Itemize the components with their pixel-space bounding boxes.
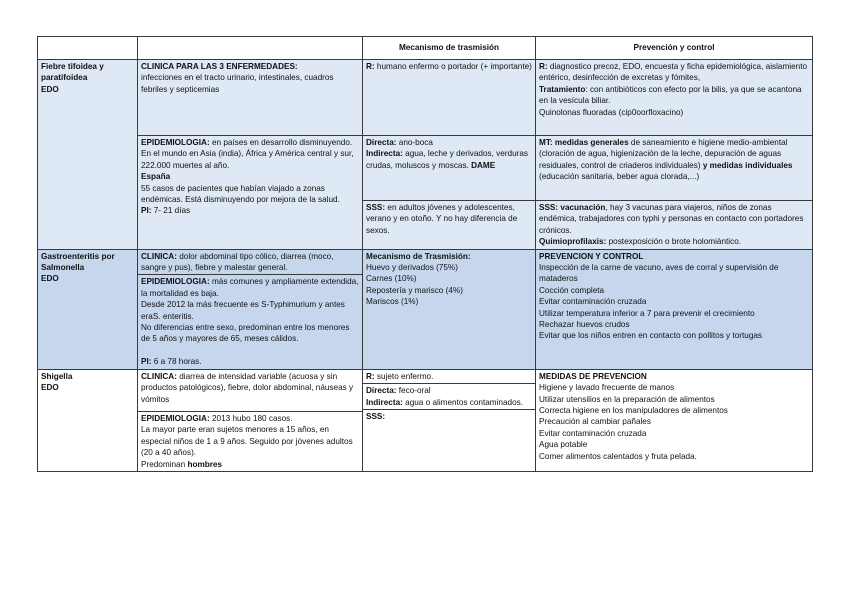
disease-name-typhoid: Fiebre tifoidea y paratifoidea EDO: [38, 60, 138, 250]
header-prevention: Prevención y control: [536, 37, 813, 60]
direct-text: feco-oral: [396, 386, 431, 396]
transmission-direct-typhoid: [363, 136, 536, 201]
spain-label: España: [141, 172, 171, 182]
direct-label: Directa:: [366, 138, 397, 147]
quinolones-text: Quinolonas fluoradas (cip0oorfloxacino): [539, 107, 684, 117]
r-label: R:: [366, 62, 375, 71]
prevention-text: Higiene y lavado frecuente de manos Utilizar utensilios en la preparación de alimentos Correcta higiene en los manipuladores de alimentos Precaución al cambiar pañales Evitar contaminación cruzada Agua potable Comer alimentos calentados y fruta pelada.: [539, 383, 728, 461]
treatment-text: : con antibióticos con efecto por la bilis, ya que se acantona en la vesícula biliar.: [539, 84, 802, 106]
pi-label: PI:: [141, 206, 152, 216]
prevention-label: MEDIDAS DE PREVENCION: [539, 371, 647, 381]
clinica-cell-typhoid: [138, 60, 363, 136]
prevention-mt-typhoid: [536, 136, 813, 201]
prevention-sss-typhoid: [536, 201, 813, 250]
transmission-direct-shigella: [363, 383, 535, 408]
clinica-label: CLINICA PARA LAS 3 ENFERMEDADES:: [141, 62, 298, 71]
r-label: R:: [366, 371, 375, 381]
clinica-cell-shigella: [138, 369, 363, 471]
men-text: hombres: [187, 459, 223, 469]
row-salmonella: [38, 249, 813, 369]
sss-label: SSS:: [366, 411, 386, 421]
pi-text: 6 a 78 horas.: [151, 357, 202, 367]
indirect-text: agua o alimentos contaminados.: [402, 397, 524, 407]
pi-text: 7- 21 días: [151, 206, 191, 216]
prev-r-text: diagnostico precoz, EDO, encuesta y ficha epidemiológica, aislamiento entérico, desinfección de excretas y fómites,: [539, 62, 808, 83]
epi-cell-typhoid: [138, 136, 363, 250]
infectious-diseases-table: [37, 36, 813, 472]
prevention-r-typhoid: [536, 60, 813, 136]
epi-text: 2013 hubo 180 casos. La mayor parte eran sujetos menores a 15 años, en especial niños de 1 a 9 años. Seguido por jóvenes adultos (20 a 40 años). Predominan: [141, 413, 353, 469]
row-typhoid: [38, 60, 813, 136]
epi-label: EPIDEMIOLOGIA:: [141, 277, 210, 287]
transmission-label: Mecanismo de Trasmisión:: [366, 251, 471, 261]
r-text: humano enfermo o portador (+ importante): [374, 62, 532, 71]
epi-text: en países en desarrollo disminuyendo. En el mundo en Asia (india), África y América central y sur, 222.000 muertes al año.: [141, 138, 354, 170]
clinica-cell-salmonella: [138, 249, 363, 369]
epi-text: más comunes y ampliamente extendida, la mortalidad es baja. Desde 2012 la más frecuente es S-Typhimurium y antes eraS. enteritis. No diferencias entre sexo, predominan entre los menores de 5 años y mayores de 65, meses cálidos.: [141, 277, 359, 344]
clinica-text: diarrea de intensidad variable (acuosa y sin productos patológicos), fiebre, dolor abdominal, náuseas y vómitos: [141, 371, 354, 404]
prevention-text: Inspección de la carne de vacuno, aves de corral y supervisión de mataderos Cocción completa Evitar contaminación cruzada Utilizar temperatura inferior a 7 para prevenir el crecimiento Rechazar huevos crudos Evitar que los niños entren en contacto con pollitos y tortugas: [539, 263, 779, 341]
epi-label: EPIDEMIOLOGIA:: [141, 413, 210, 423]
pi-label: PI:: [141, 357, 152, 367]
header-cell-1: [38, 37, 138, 60]
prevention-shigella: [536, 369, 813, 471]
indirect-label: Indirecta:: [366, 397, 403, 407]
chemoprophylaxis-text: postexposición o brote holomiántico.: [606, 237, 742, 247]
clinica-text: dolor abdominal tipo cólico, diarrea (moco, sangre y pus), fiebre y malestar general.: [141, 251, 334, 273]
chemoprophylaxis-label: Quimioprofilaxis:: [539, 237, 607, 247]
clinica-label: CLINICA:: [141, 371, 177, 381]
r-text: sujeto enfermo.: [374, 371, 434, 381]
direct-label: Directa:: [366, 386, 397, 396]
transmission-sss-shigella: [363, 409, 535, 422]
header-row: [38, 37, 813, 60]
individual-measures: y medidas individuales: [702, 160, 793, 170]
disease-name-shigella: Shigella EDO: [38, 369, 138, 471]
transmission-sss-typhoid: [363, 201, 536, 250]
transmission-text: Huevo y derivados (75%) Carnes (10%) Repostería y marisco (4%) Mariscos (1%): [366, 263, 463, 307]
treatment-label: Tratamiento: [539, 84, 586, 94]
epi-label: EPIDEMIOLOGIA:: [141, 138, 210, 147]
vaccination-text: , hay 3 vacunas para viajeros, niños de zonas endémica, trabajadores con typhi y personas en contacto con portadores crónicos.: [539, 203, 804, 235]
prev-r-label: R:: [539, 62, 548, 71]
indirect-label: Indirecta:: [366, 149, 403, 159]
transmission-salmonella: [363, 249, 536, 369]
sss-text: en adultos jóvenes y adolescentes, verano y en otoño. Y no hay diferencia de sexos.: [366, 203, 518, 235]
mt-label: MT:: [539, 138, 553, 147]
general-measures: medidas generales: [552, 138, 629, 147]
direct-text: ano-boca: [396, 138, 433, 147]
vaccination-label: SSS: vacunación: [539, 203, 606, 212]
row-shigella: [38, 369, 813, 471]
transmission-r-typhoid: [363, 60, 536, 136]
header-transmission: Mecanismo de trasmisión: [363, 37, 536, 60]
disease-name-salmonella: Gastroenteritis por Salmonella EDO: [38, 249, 138, 369]
mt-text: de saneamiento e higiene medio-ambiental (cloración de agua, higienización de la leche, depuración de aguas residuales, control de criaderos individuales): [539, 138, 788, 170]
indirect-text: agua, leche y derivados, verduras crudas, moluscos y moscas.: [366, 149, 529, 170]
dame-text: DAME: [471, 160, 496, 170]
row-typhoid-2: [38, 136, 813, 201]
sss-label: SSS:: [366, 203, 386, 212]
prevention-salmonella: [536, 249, 813, 369]
clinica-text: infecciones en el tracto urinario, intestinales, cuadros febriles y septicemias: [141, 73, 334, 94]
epi-spain-text: 55 casos de pacientes que habían viajado a zonas endémicas. Está disminuyendo por mejora de la salud.: [141, 183, 340, 205]
epi-cell-shigella: [138, 411, 362, 470]
transmission-shigella: [363, 369, 536, 471]
epi-cell-salmonella: [138, 274, 362, 367]
prevention-label: PREVENCION Y CONTROL: [539, 251, 644, 261]
mt-text-2: (educación sanitaria, beber agua clorada,...): [539, 172, 700, 182]
clinica-label: CLINICA:: [141, 251, 177, 261]
header-cell-2: [138, 37, 363, 60]
